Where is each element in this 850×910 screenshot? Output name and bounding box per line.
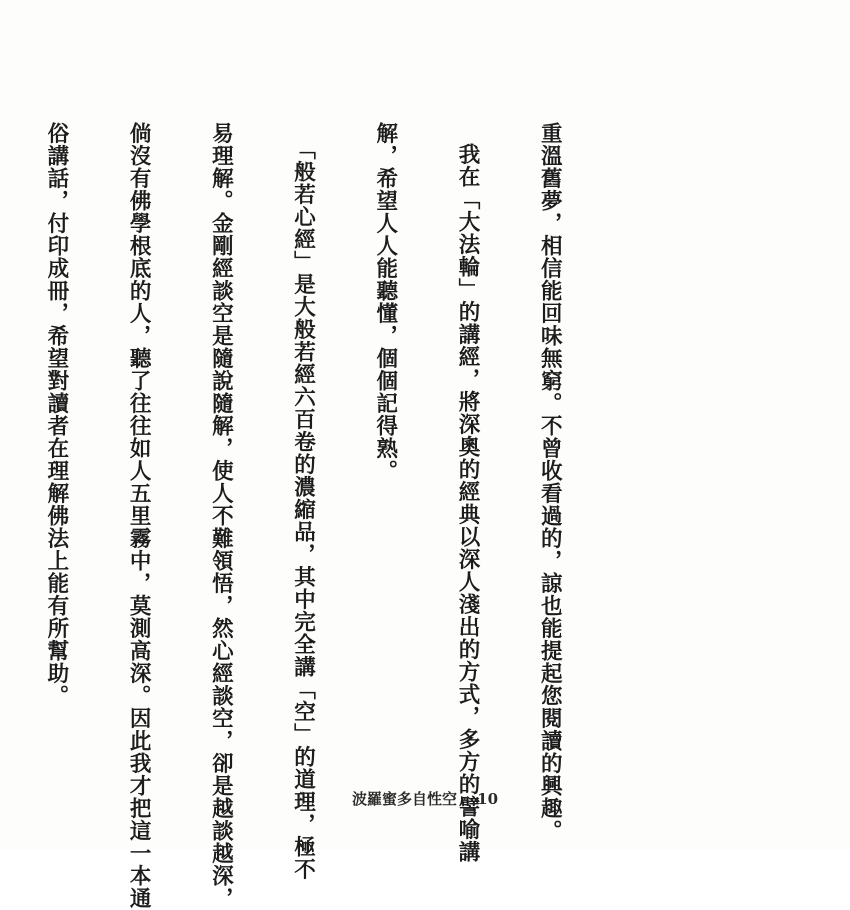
text-line: 解，希望人人能聽懂，個個記得熟。 bbox=[372, 122, 398, 482]
text-line: 倘沒有佛學根底的人，聽了往往如人五里霧中，莫測高深。因此我才把這一本通 bbox=[126, 122, 152, 910]
text-line: 重溫舊夢，相信能回味無窮。不曾收看過的，諒也能提起您閱讀的興趣。 bbox=[537, 122, 563, 842]
text-line: 我在「大法輪」的講經，將深奧的經典以深人淺出的方式，多方的譬喻講 bbox=[454, 143, 480, 863]
text-line: 易理解。金剛經談空是隨說隨解，使人不難領悟，然心經談空，卻是越談越深， bbox=[208, 122, 234, 910]
text-line: 俗講話，付印成冊，希望對讀者在理解佛法上能有所幫助。 bbox=[43, 122, 69, 707]
page-footer: 波羅蜜多自性空‧ 10 bbox=[351, 790, 499, 808]
text-line: 「般若心經」是大般若經六百卷的濃縮品，其中完全講「空」的道理，極不 bbox=[290, 138, 316, 881]
